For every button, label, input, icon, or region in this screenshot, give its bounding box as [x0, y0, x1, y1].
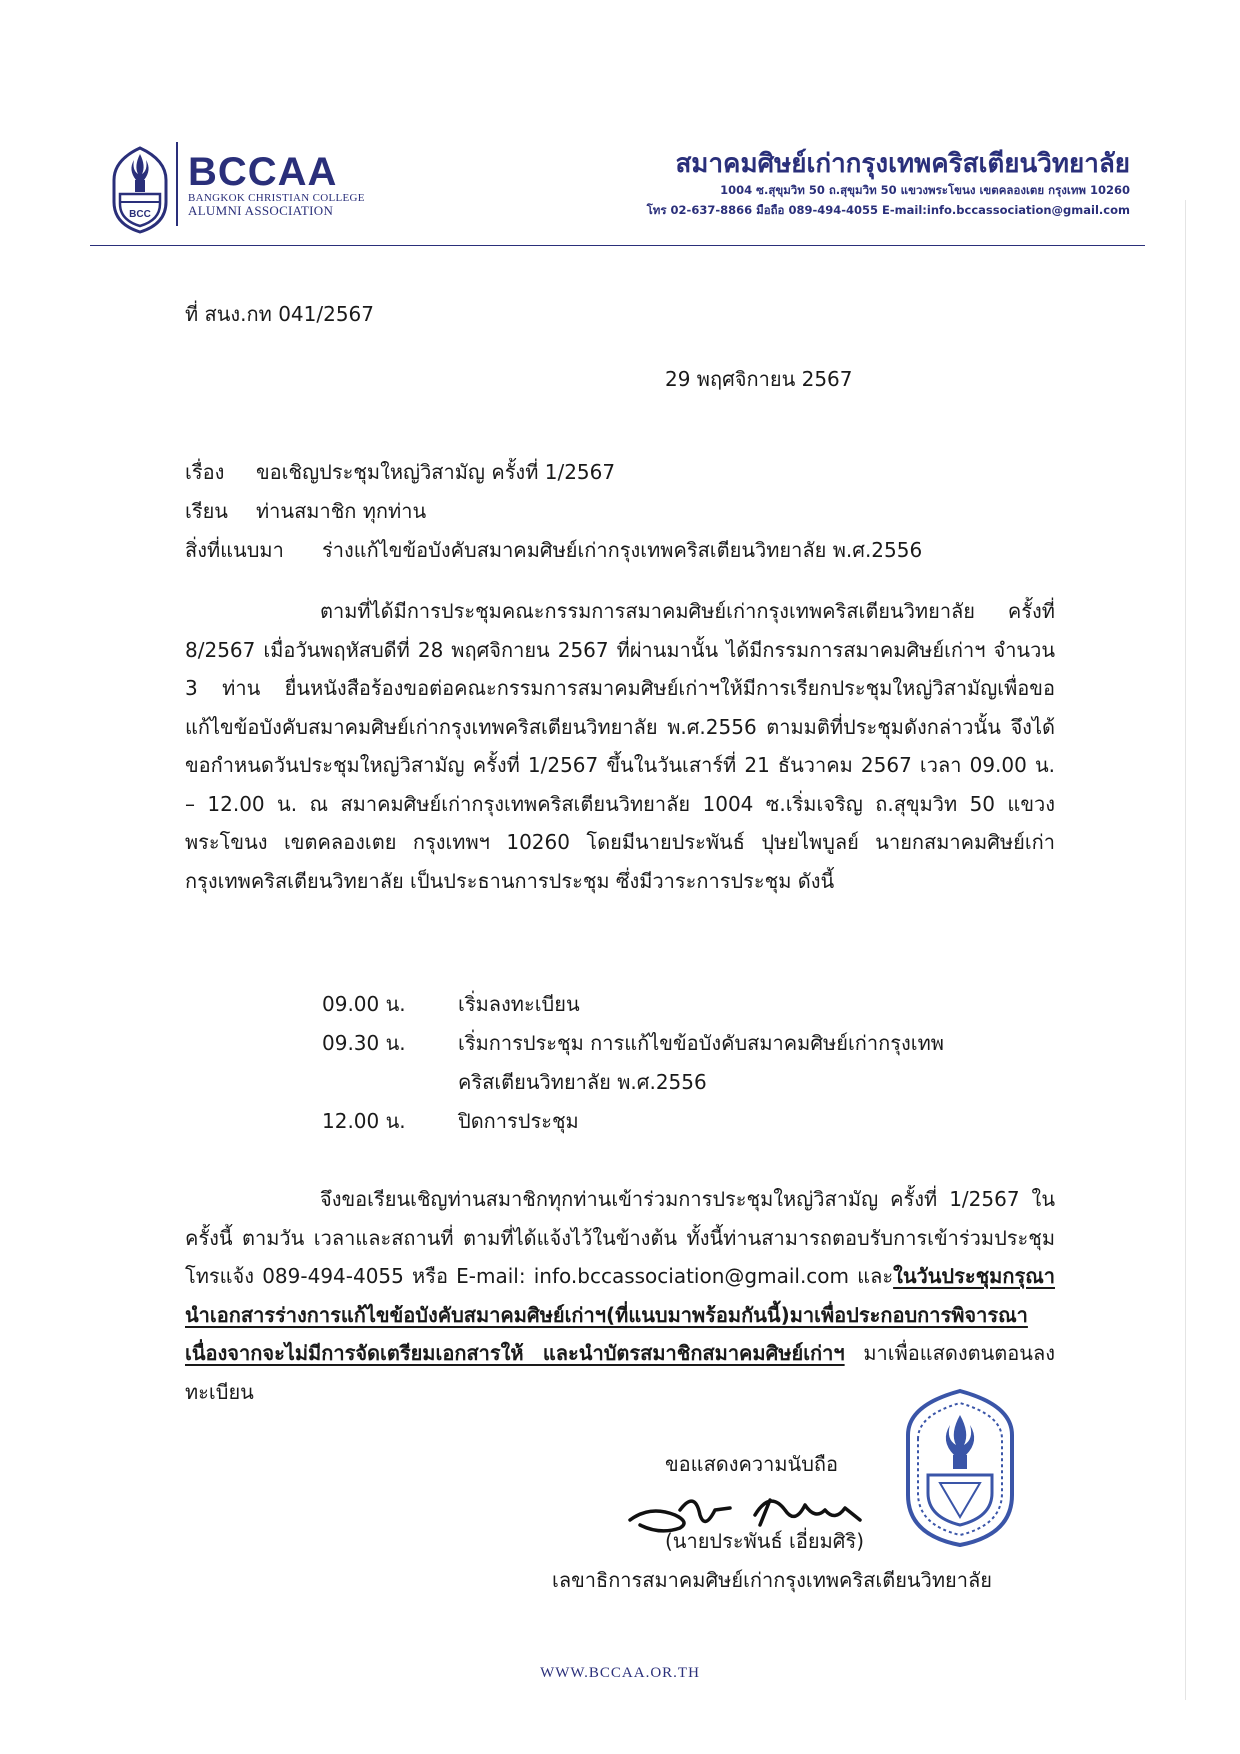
org-contact: โทร 02-637-8866 มือถือ 089-494-4055 E-mail:info.bccassociation@gmail.com — [646, 203, 1130, 217]
body-paragraph-1 — [185, 592, 1055, 900]
logo-sub-text-1: BANGKOK CHRISTIAN COLLEGE — [188, 192, 365, 204]
logo-wordmark — [188, 152, 365, 217]
logo-sub-text-2: ALUMNI ASSOCIATION — [188, 203, 334, 218]
paragraph-2-tail: มาเพื่อแสดงตนตอนลงทะเบียน — [185, 1341, 1055, 1404]
paragraph-2-text: จึงขอเรียนเชิญท่านสมาชิกทุกท่านเข้าร่วมการประชุมใหญ่วิสามัญ ครั้งที่ 1/2567 ในครั้งนี้ ตามวัน เวลาและสถานที่ ตามที่ได้แจ้งไว้ในข้างต้น ทั้งนี้ท่านสามารถตอบรับการเข้าร่วมประชุมโทรแจ้ง 089-494-4055 หรือ E-mail: info.bccassociation@gmail.com และ — [185, 1187, 1055, 1288]
paragraph-1-text: ตามที่ได้มีการประชุมคณะกรรมการสมาคมศิษย์เก่ากรุงเทพคริสเตียนวิทยาลัย ครั้งที่ 8/2567 เมื่อวันพฤหัสบดีที่ 28 พฤศจิกายน 2567 ที่ผ่านมานั้น ได้มีกรรมการสมาคมศิษย์เก่าฯ จำนวน 3 ท่าน ยื่นหนังสือร้องขอต่อคณะกรรมการสมาคมศิษย์เก่าฯให้มีการเรียกประชุมใหญ่วิสามัญเพื่อขอแก้ไขข้อบังคับสมาคมศิษย์เก่ากรุงเทพคริสเตียนวิทยาลัย พ.ศ.2556 ตามมติที่ประชุมดังกล่าวนั้น จึงได้ขอกำหนดวันประชุมใหญ่วิสามัญ ครั้งที่ 1/2567 ขึ้นในวันเสาร์ที่ 21 ธันวาคม 2567 เวลา 09.00 น. – 12.00 น. ณ สมาคมศิษย์เก่ากรุงเทพคริสเตียนวิทยาลัย 1004 ซ.เริ่มเจริญ ถ.สุขุมวิท 50 แขวงพระโขนง เขตคลองเตย กรุงเทพฯ 10260 โดยมีนายประพันธ์ ปุษยไพบูลย์ นายกสมาคมศิษย์เก่ากรุงเทพคริสเตียนวิทยาลัย เป็นประธานการประชุม ซึ่งมีวาระการประชุม ดังนี้ — [185, 599, 1055, 893]
agenda-desc-1: เริ่มลงทะเบียน — [458, 992, 580, 1016]
org-name: สมาคมศิษย์เก่ากรุงเทพคริสเตียนวิทยาลัย — [675, 149, 1130, 179]
paragraph-2-underlined: ในวันประชุมกรุณานำเอกสารร่างการแก้ไขข้อบังคับสมาคมศิษย์เก่าฯ(ที่แนบมาพร้อมกันนี้)มาเพื่อประกอบการพิจารณาเนื่องจากจะไม่มีการจัดเตรียมเอกสารให้ และนำบัตรสมาชิกสมาคมศิษย์เก่าฯ — [185, 1264, 1055, 1365]
reference-number: ที่ สนง.กท 041/2567 — [185, 302, 375, 326]
signatory-name: (นายประพันธ์ เอี่ยมศิริ) — [665, 1529, 865, 1553]
body-paragraph-2 — [185, 1180, 1055, 1411]
attachment-label: สิ่งที่แนบมา — [185, 538, 284, 562]
org-info — [647, 148, 1130, 220]
subject-text: ขอเชิญประชุมใหญ่วิสามัญ ครั้งที่ 1/2567 — [256, 460, 616, 484]
svg-text:BCC: BCC — [129, 209, 151, 220]
subject-label: เรื่อง — [185, 460, 225, 484]
to-text: ท่านสมาชิก ทุกท่าน — [256, 499, 427, 523]
bccaa-emblem-icon — [108, 140, 172, 234]
logo-main-text: BCCAA — [188, 150, 338, 194]
document-date: 29 พฤศจิกายน 2567 — [665, 367, 853, 391]
agenda-time-1: 09.00 น. — [322, 992, 406, 1016]
association-seal-icon — [900, 1385, 1020, 1550]
footer-website: WWW.BCCAA.OR.TH — [540, 1665, 700, 1681]
attachment-text: ร่างแก้ไขข้อบังคับสมาคมศิษย์เก่ากรุงเทพคริสเตียนวิทยาลัย พ.ศ.2556 — [322, 538, 923, 562]
scan-margin-line — [1185, 200, 1186, 1700]
header-divider — [90, 245, 1145, 246]
closing-regards: ขอแสดงความนับถือ — [665, 1452, 839, 1476]
signatory-position: เลขาธิการสมาคมศิษย์เก่ากรุงเทพคริสเตียนวิทยาลัย — [552, 1568, 992, 1592]
to-label: เรียน — [185, 499, 228, 523]
org-address: 1004 ซ.สุขุมวิท 50 ถ.สุขุมวิท 50 แขวงพระโขนง เขตคลองเตย กรุงเทพ 10260 — [720, 183, 1130, 197]
agenda-time-2: 09.30 น. — [322, 1031, 406, 1055]
agenda-desc-3: ปิดการประชุม — [458, 1109, 579, 1133]
logo-divider — [176, 142, 178, 226]
agenda-desc-2: เริ่มการประชุม การแก้ไขข้อบังคับสมาคมศิษย์เก่ากรุงเทพ — [458, 1031, 944, 1055]
agenda-desc-2-cont: คริสเตียนวิทยาลัย พ.ศ.2556 — [458, 1070, 707, 1094]
agenda-time-3: 12.00 น. — [322, 1109, 406, 1133]
